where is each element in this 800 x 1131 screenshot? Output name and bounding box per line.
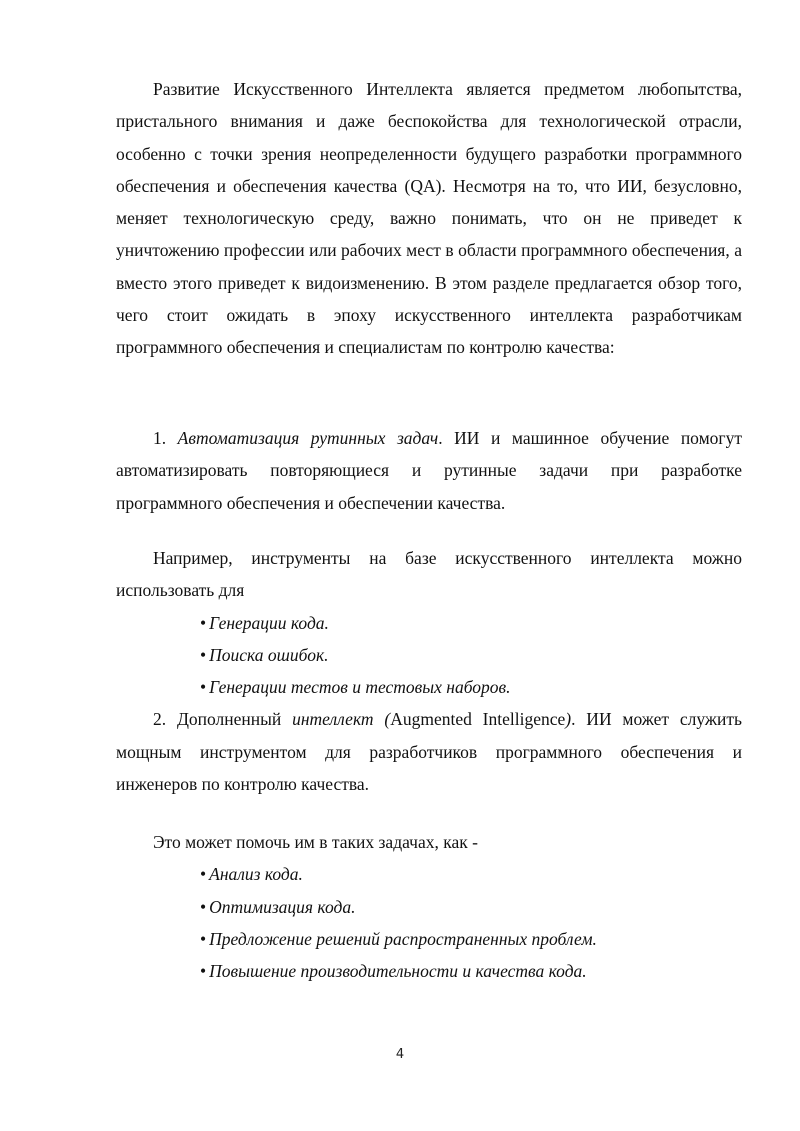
list-item (200, 923, 742, 955)
section-1-text: . ИИ и машинное обучение помогут автоматизировать повторяющиеся и рутинные задачи при разработке программного обеспечения и обеспечении качества. (116, 428, 742, 513)
bullet-icon: • (200, 612, 207, 633)
page-number: 4 (395, 1047, 405, 1062)
section-1-paragraph (116, 422, 742, 519)
list-item (200, 891, 742, 923)
section-2-text: . ИИ может служить мощным инструментом для разработчиков программного обеспечения и инженеров по контролю качества. (116, 709, 743, 795)
list-item (200, 671, 742, 703)
list-item (200, 639, 742, 671)
section-2-title-close: ) (565, 709, 572, 730)
bullet-icon: • (200, 961, 207, 982)
section-2-title: интеллект ( (292, 709, 391, 730)
list-item-text: Повышение производительности и качества кода. (209, 961, 587, 982)
example-block (116, 542, 742, 800)
bullet-icon: • (200, 896, 207, 917)
intro-paragraph: Развитие Искусственного Интеллекта является предметом любопытства, пристального внимания и даже беспокойства для технологической отрасли, особенно с точки зрения неопределенности будущего разработки программного обеспечения и обеспечения качества (QA). Несмотря на то, что ИИ, безусловно, меняет технологическую среду, важно понимать, что он не приведет к уничтожению профессии или рабочих мест в области программного обеспечения, а вместо этого приведет к видоизменению. В этом разделе предлагается обзор того, чего стоит ожидать в эпоху искусственного интеллекта разработчикам программного обеспечения и специалистам по контролю качества: (116, 79, 742, 358)
section-1-title: Автоматизация рутинных задач (177, 428, 439, 448)
bullet-icon: • (200, 644, 207, 665)
bullet-icon: • (200, 864, 207, 885)
section-1-block (116, 422, 742, 519)
intro-block (116, 73, 742, 364)
section-1-number: 1. (153, 428, 178, 448)
example-paragraph: Например, инструменты на базе искусственного интеллекта можно использовать для (116, 548, 742, 601)
list-item (200, 955, 742, 987)
list-item-text: Предложение решений распространенных проблем. (209, 928, 597, 949)
help-paragraph: Это может помочь им в таких задачах, как - (153, 832, 478, 852)
list-item (200, 607, 742, 639)
list-item-text: Анализ кода. (209, 864, 303, 885)
list-item-text: Генерации кода. (209, 612, 329, 633)
help-block (116, 826, 742, 987)
bullet-icon: • (200, 928, 207, 949)
list-item-text: Поиска ошибок. (209, 644, 329, 665)
list-item-text: Оптимизация кода. (209, 896, 356, 917)
list-item-text: Генерации тестов и тестовых наборов. (209, 677, 511, 698)
section-2-paragraph (116, 703, 742, 800)
tool-uses-list (116, 607, 742, 704)
bullet-icon: • (200, 677, 207, 698)
section-2-title-latin: Augmented Intelligence (390, 709, 566, 730)
task-list (116, 858, 742, 987)
list-item (200, 858, 742, 890)
section-2-prefix: 2. Дополненный (153, 709, 293, 730)
